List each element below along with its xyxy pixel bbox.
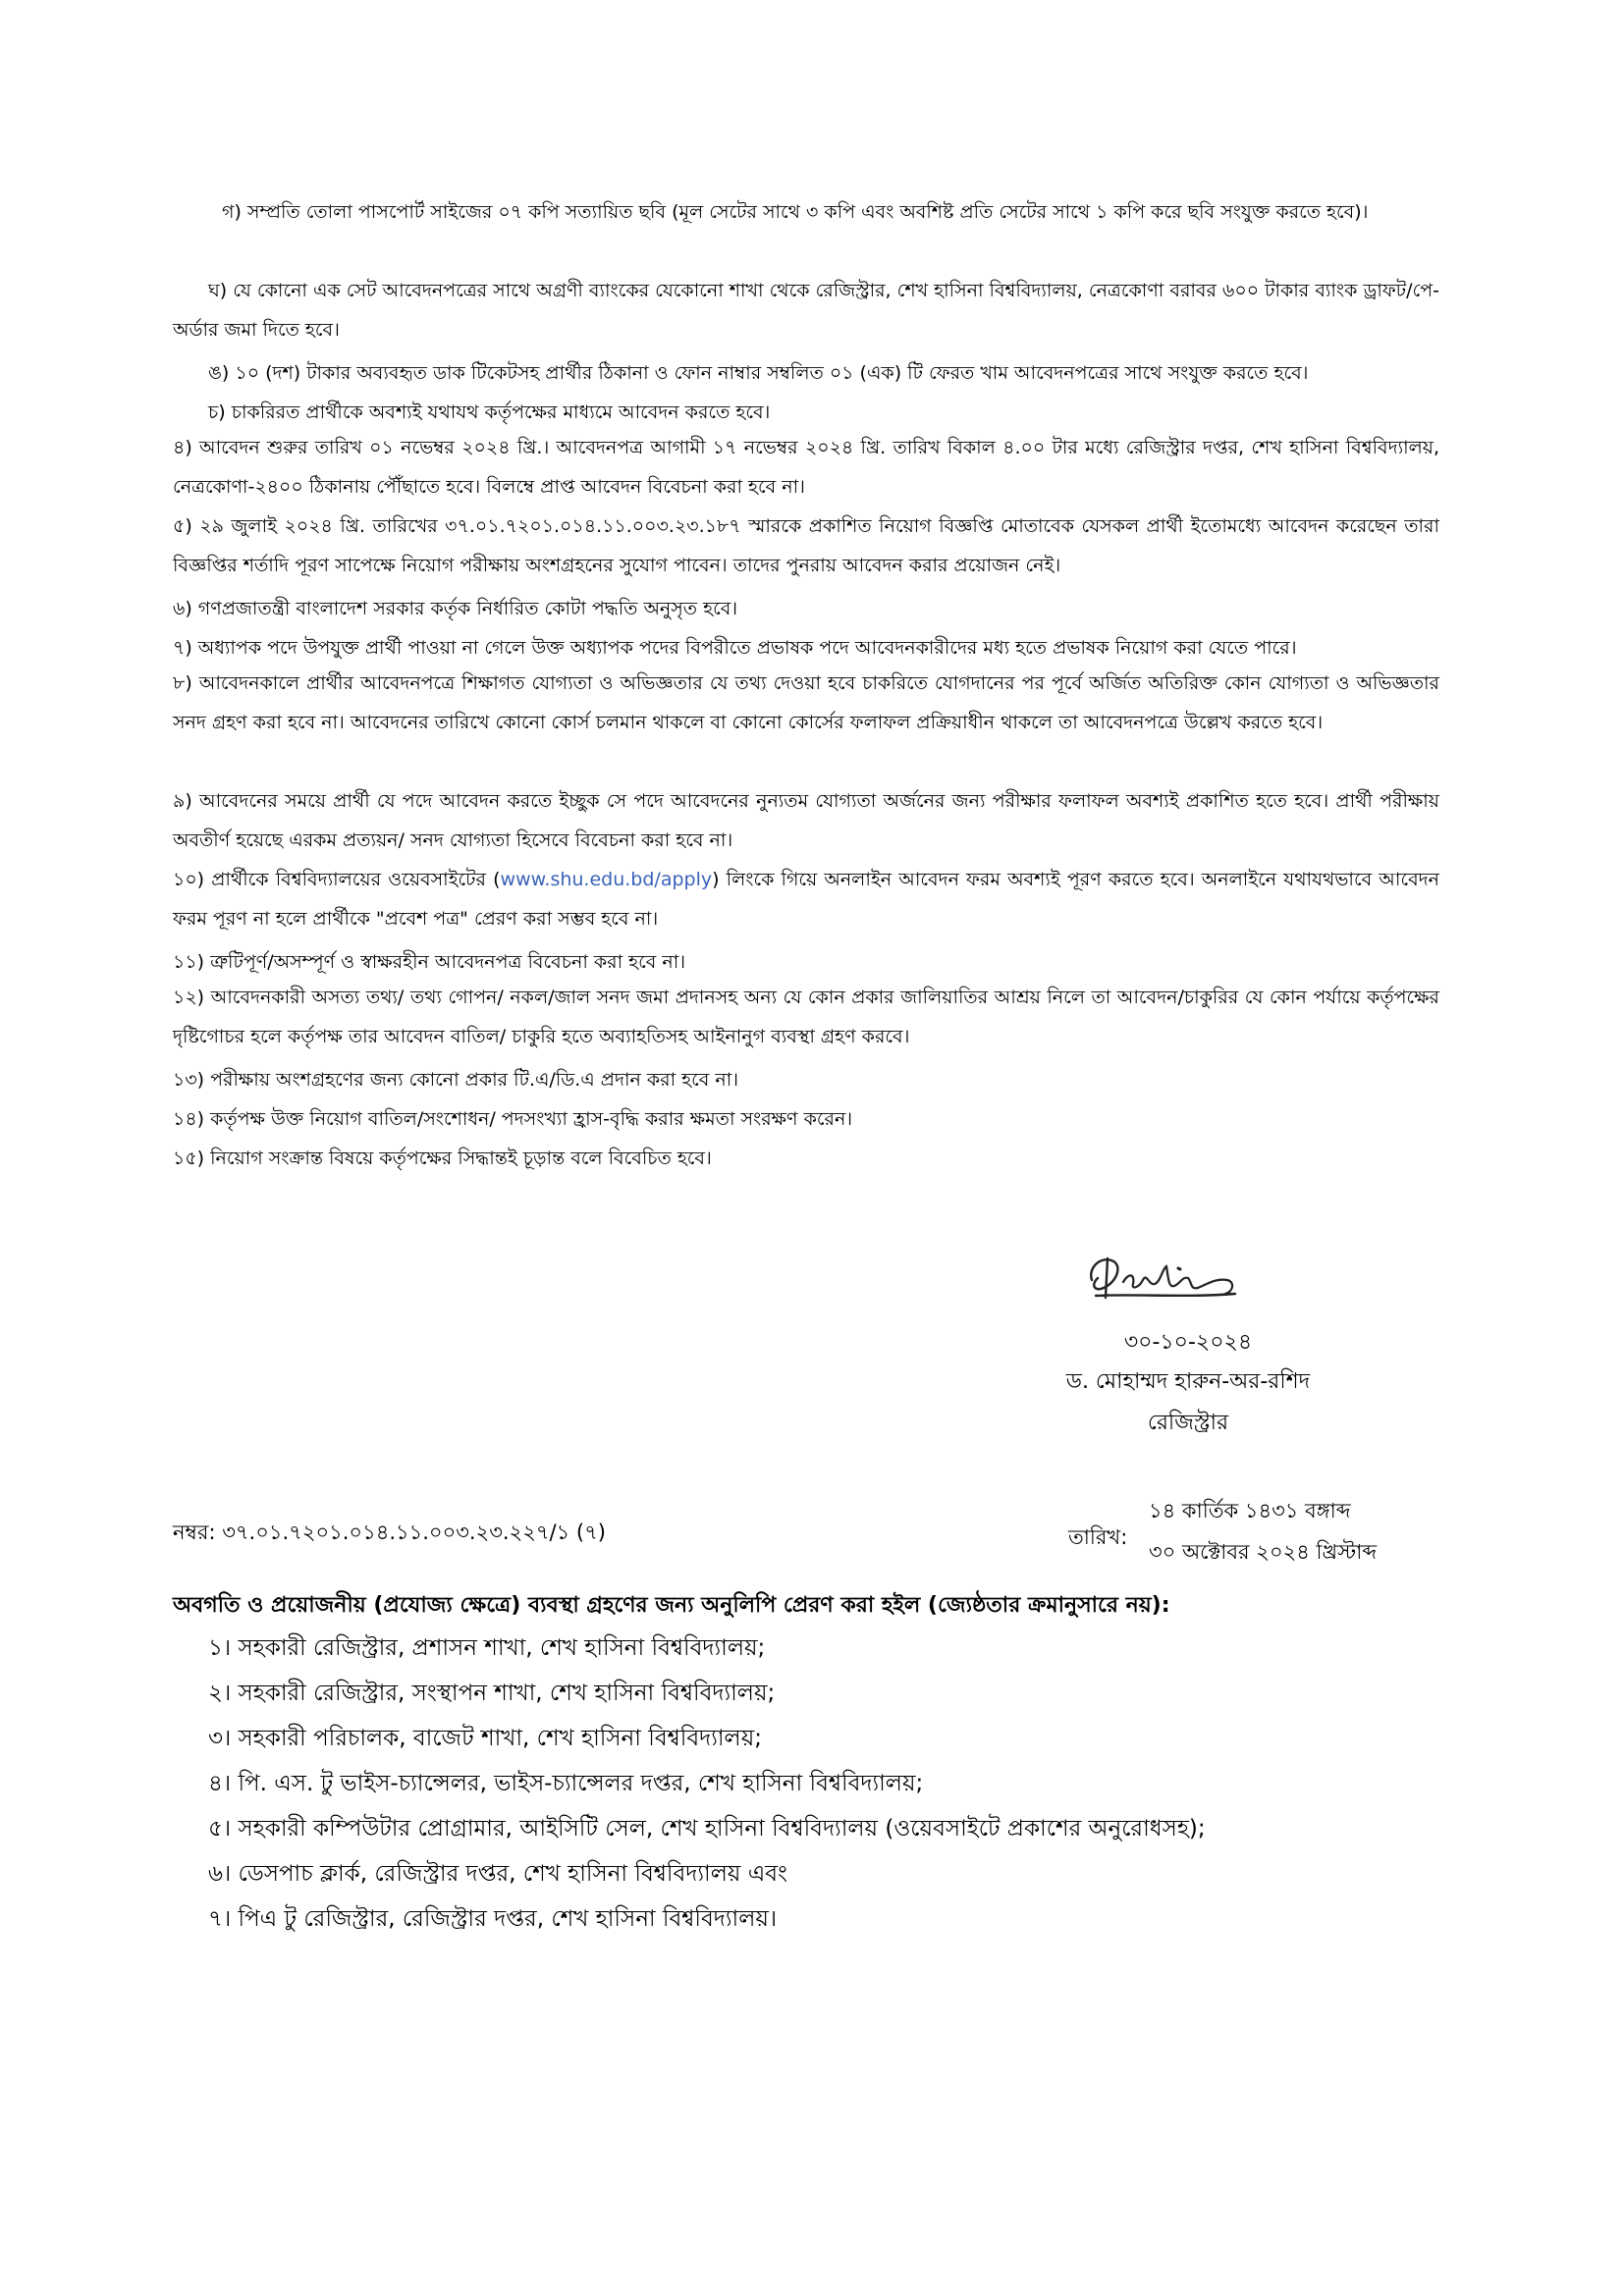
cc-heading: অবগতি ও প্রয়োজনীয় (প্রযোজ্য ক্ষেত্রে) ব্যবস্থা গ্রহণের জন্য অনুলিপি প্রেরণ করা হইল (জ্যেষ্ঠতার ক্রমানুসারে নয়):: [173, 1593, 1170, 1618]
item-uma: ঙ) ১০ (দশ) টাকার অব্যবহৃত ডাক টিকেটসহ প্রার্থীর ঠিকানা ও ফোন নাম্বার সম্বলিত ০১ (এক) টি ফেরত খাম আবেদনপত্রের সাথে সংযুক্ত করতে হবে।: [208, 362, 1309, 384]
date-values: [1149, 1490, 1377, 1573]
list-item: ১। সহকারী রেজিস্ট্রার, প্রশাসন শাখা, শেখ হাসিনা বিশ্ববিদ্যালয়;: [208, 1635, 766, 1661]
item-11: ১১) ত্রুটিপূর্ণ/অসম্পূর্ণ ও স্বাক্ষরহীন আবেদনপত্র বিবেচনা করা হবে না।: [173, 951, 686, 973]
item-14: ১৪) কর্তৃপক্ষ উক্ত নিয়োগ বাতিল/সংশোধন/ পদসংখ্যা হ্রাস-বৃদ্ধি করার ক্ষমতা সংরক্ষণ করেন।: [173, 1108, 853, 1130]
item-cha: চ) চাকরিরত প্রার্থীকে অবশ্যই যথাযথ কর্তৃপক্ষের মাধ্যমে আবেদন করতে হবে।: [208, 401, 771, 423]
item-6: ৬) গণপ্রজাতন্ত্রী বাংলাদেশ সরকার কর্তৃক নির্ধারিত কোটা পদ্ধতি অনুসৃত হবে।: [173, 598, 738, 619]
item-ga: গ) সম্প্রতি তোলা পাসপোর্ট সাইজের ০৭ কপি সত্যায়িত ছবি (মূল সেটের সাথে ৩ কপি এবং অবশিষ্ট প্রতি সেটের সাথে ১ কপি করে ছবি সংযুক্ত করতে হবে)।: [222, 201, 1369, 223]
date-label: তারিখ:: [1068, 1525, 1128, 1549]
signature-date: ৩০-১০-২০২৪: [1123, 1330, 1253, 1355]
signatory-name: ড. মোহাম্মদ হারুন-অর-রশিদ: [1065, 1369, 1311, 1394]
item-8: ৮) আবেদনকালে প্রার্থীর আবেদনপত্রে শিক্ষাগত যোগ্যতা ও অভিজ্ঞতার যে তথ্য দেওয়া হবে চাকরিতে যোগদানের পর পূর্বে অর্জিত অতিরিক্ত কোন যোগ্যতা ও অভিজ্ঞতার সনদ গ্রহণ করা হবে না। আবেদনের তারিখে কোনো কোর্স চলমান থাকলে বা কোনো কোর্সের ফলাফল প্রক্রিয়াধীন থাকলে তা আবেদনপত্রে উল্লেখ করতে হবে।: [173, 672, 1439, 733]
cc-list: [208, 1626, 1206, 1942]
list-item: ৫। সহকারী কম্পিউটার প্রোগ্রামার, আইসিটি সেল, শেখ হাসিনা বিশ্ববিদ্যালয় (ওয়েবসাইটে প্রকাশের অনুরোধসহ);: [208, 1816, 1206, 1842]
item-5: ৫) ২৯ জুলাই ২০২৪ খ্রি. তারিখের ৩৭.০১.৭২০১.০১৪.১১.০০৩.২৩.১৮৭ স্মারকে প্রকাশিত নিয়োগ বিজ্ঞপ্তি মোতাবেক যেসকল প্রার্থী ইতোমধ্যে আবেদন করেছেন তারা বিজ্ঞপ্তির শর্তাদি পূরণ সাপেক্ষে নিয়োগ পরীক্ষায় অংশগ্রহনের সুযোগ পাবেন। তাদের পুনরায় আবেদন করার প্রয়োজন নেই।: [173, 515, 1439, 576]
signature-image: [1078, 1239, 1274, 1317]
item-12: ১২) আবেদনকারী অসত্য তথ্য/ তথ্য গোপন/ নকল/জাল সনদ জমা প্রদানসহ অন্য যে কোন প্রকার জালিয়াতির আশ্রয় নিলে তা আবেদন/চাকুরির যে কোন পর্যায়ে কর্তৃপক্ষের দৃষ্টিগোচর হলে কর্তৃপক্ষ তার আবেদন বাতিল/ চাকুরি হতে অব্যাহতিসহ আইনানুগ ব্যবস্থা গ্রহণ করবে।: [173, 987, 1439, 1047]
apply-link[interactable]: www.shu.edu.bd/apply: [500, 869, 713, 890]
item-15: ১৫) নিয়োগ সংক্রান্ত বিষয়ে কর্তৃপক্ষের সিদ্ধান্তই চূড়ান্ত বলে বিবেচিত হবে।: [173, 1148, 712, 1169]
list-item: ৬। ডেসপাচ ক্লার্ক, রেজিস্ট্রার দপ্তর, শেখ হাসিনা বিশ্ববিদ্যালয় এবং: [208, 1861, 787, 1887]
item-10: [173, 860, 1439, 938]
list-item: ৪। পি. এস. টু ভাইস-চ্যান্সেলর, ভাইস-চ্যান্সেলর দপ্তর, শেখ হাসিনা বিশ্ববিদ্যালয়;: [208, 1771, 924, 1796]
date-bangla: ১৪ কার্তিক ১৪৩১ বঙ্গাব্দ: [1149, 1499, 1351, 1522]
item-9: ৯) আবেদনের সময়ে প্রার্থী যে পদে আবেদন করতে ইচ্ছুক সে পদে আবেদনের নুন্যতম যোগ্যতা অর্জনের জন্য পরীক্ষার ফলাফল অবশ্যই প্রকাশিত হতে হবে। প্রার্থী পরীক্ষায় অবতীর্ণ হয়েছে এরকম প্রত্যয়ন/ সনদ যোগ্যতা হিসেবে বিবেচনা করা হবে না।: [173, 790, 1439, 851]
date-gregorian: ৩০ অক্টোবর ২০২৪ খ্রিস্টাব্দ: [1149, 1540, 1378, 1564]
list-item: ৭। পিএ টু রেজিস্ট্রার, রেজিস্ট্রার দপ্তর, শেখ হাসিনা বিশ্ববিদ্যালয়।: [208, 1906, 778, 1932]
list-item: ৩। সহকারী পরিচালক, বাজেট শাখা, শেখ হাসিনা বিশ্ববিদ্যালয়;: [208, 1726, 762, 1751]
memo-number: নম্বর: ৩৭.০১.৭২০১.০১৪.১১.০০৩.২৩.২২৭/১ (৭): [173, 1521, 606, 1544]
item-13: ১৩) পরীক্ষায় অংশগ্রহণের জন্য কোনো প্রকার টি.এ/ডি.এ প্রদান করা হবে না।: [173, 1069, 739, 1091]
list-item: ২। সহকারী রেজিস্ট্রার, সংস্থাপন শাখা, শেখ হাসিনা বিশ্ববিদ্যালয়;: [208, 1681, 776, 1706]
item-4: ৪) আবেদন শুরুর তারিখ ০১ নভেম্বর ২০২৪ খ্রি.। আবেদনপত্র আগামী ১৭ নভেম্বর ২০২৪ খ্রি. তারিখ বিকাল ৪.০০ টার মধ্যে রেজিস্ট্রার দপ্তর, শেখ হাসিনা বিশ্ববিদ্যালয়, নেত্রকোণা-২৪০০ ঠিকানায় পৌঁছাতে হবে। বিলম্বে প্রাপ্ত আবেদন বিবেচনা করা হবে না।: [173, 437, 1439, 498]
item-gha: ঘ) যে কোনো এক সেট আবেদনপত্রের সাথে অগ্রণী ব্যাংকের যেকোনো শাখা থেকে রেজিস্ট্রার, শেখ হাসিনা বিশ্ববিদ্যালয়, নেত্রকোণা বরাবর ৬০০ টাকার ব্যাংক ড্রাফট/পে-অর্ডার জমা দিতে হবে।: [173, 280, 1439, 341]
item-7: ৭) অধ্যাপক পদে উপযুক্ত প্রার্থী পাওয়া না গেলে উক্ত অধ্যাপক পদের বিপরীতে প্রভাষক পদে আবেদনকারীদের মধ্য হতে প্রভাষক নিয়োগ করা যেতে পারে।: [173, 637, 1297, 659]
item-10-text-after: ) লিংকে গিয়ে অনলাইন আবেদন ফরম অবশ্যই পূরণ করতে হবে। অনলাইনে যথাযথভাবে আবেদন ফরম পূরণ না হলে প্রার্থীকে "প্রবেশ পত্র" প্রেরণ করা সম্ভব হবে না।: [173, 869, 1439, 930]
signatory-title: রেজিস্ট্রার: [1147, 1411, 1229, 1435]
item-10-text-before: ১০) প্রার্থীকে বিশ্ববিদ্যালয়ের ওয়েবসাইটের (: [173, 869, 501, 890]
